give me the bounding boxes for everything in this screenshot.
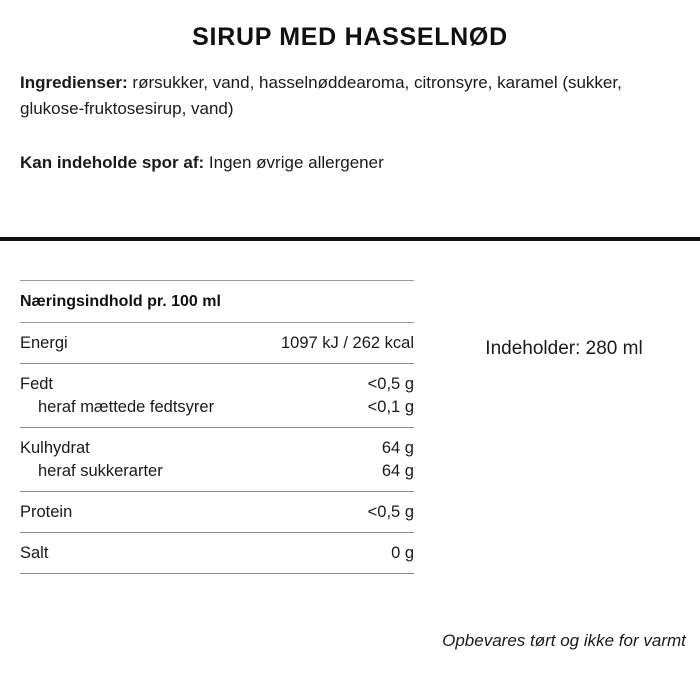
storage-note: Opbevares tørt og ikke for varmt [442,631,686,650]
ingredients-text: rørsukker, vand, hasselnøddearoma, citronsyre, karamel (sukker, glukose-fruktosesirup, vand) [20,73,622,118]
nutrient-name: Energi [20,334,68,352]
section-divider [0,237,700,241]
nutrient-name: heraf mættede fedtsyrer [38,398,215,416]
nutrition-group-carbohydrate [20,428,414,491]
table-row [20,332,414,355]
table-row [20,396,414,419]
nutrient-value: 64 g [381,462,414,480]
nutrient-name: heraf sukkerarter [38,462,163,480]
allergens-label: Kan indeholde spor af: [20,153,205,172]
nutrient-name: Protein [20,503,73,521]
volume-note: Indeholder: 280 ml [485,338,643,359]
nutrient-value: <0,5 g [367,503,414,521]
table-row [20,501,414,524]
table-row [20,373,414,396]
nutrition-group-salt [20,533,414,573]
nutrient-value: <0,1 g [367,398,414,416]
table-row [20,542,414,565]
nutrient-name: Fedt [20,375,54,393]
table-row [20,460,414,483]
nutrition-heading: Næringsindhold pr. 100 ml [20,293,221,310]
nutrition-group-fat [20,364,414,427]
nutrient-value: <0,5 g [367,375,414,393]
page-title: SIRUP MED HASSELNØD [192,23,508,51]
nutrient-name: Salt [20,544,49,562]
ingredients-paragraph [20,70,680,122]
nutrient-value: 64 g [381,439,414,457]
nutrition-group-protein [20,492,414,532]
table-row [20,437,414,460]
allergens-text: Ingen øvrige allergener [204,153,384,172]
nutrient-value: 1097 kJ / 262 kcal [281,334,414,352]
nutrient-name: Kulhydrat [20,439,90,457]
ingredients-label: Ingredienser: [20,73,128,92]
allergens-paragraph [20,150,680,176]
table-rule-bottom [20,573,414,574]
nutrition-table [20,280,414,574]
nutrition-group-energy [20,323,414,363]
nutrient-value: 0 g [391,544,414,562]
